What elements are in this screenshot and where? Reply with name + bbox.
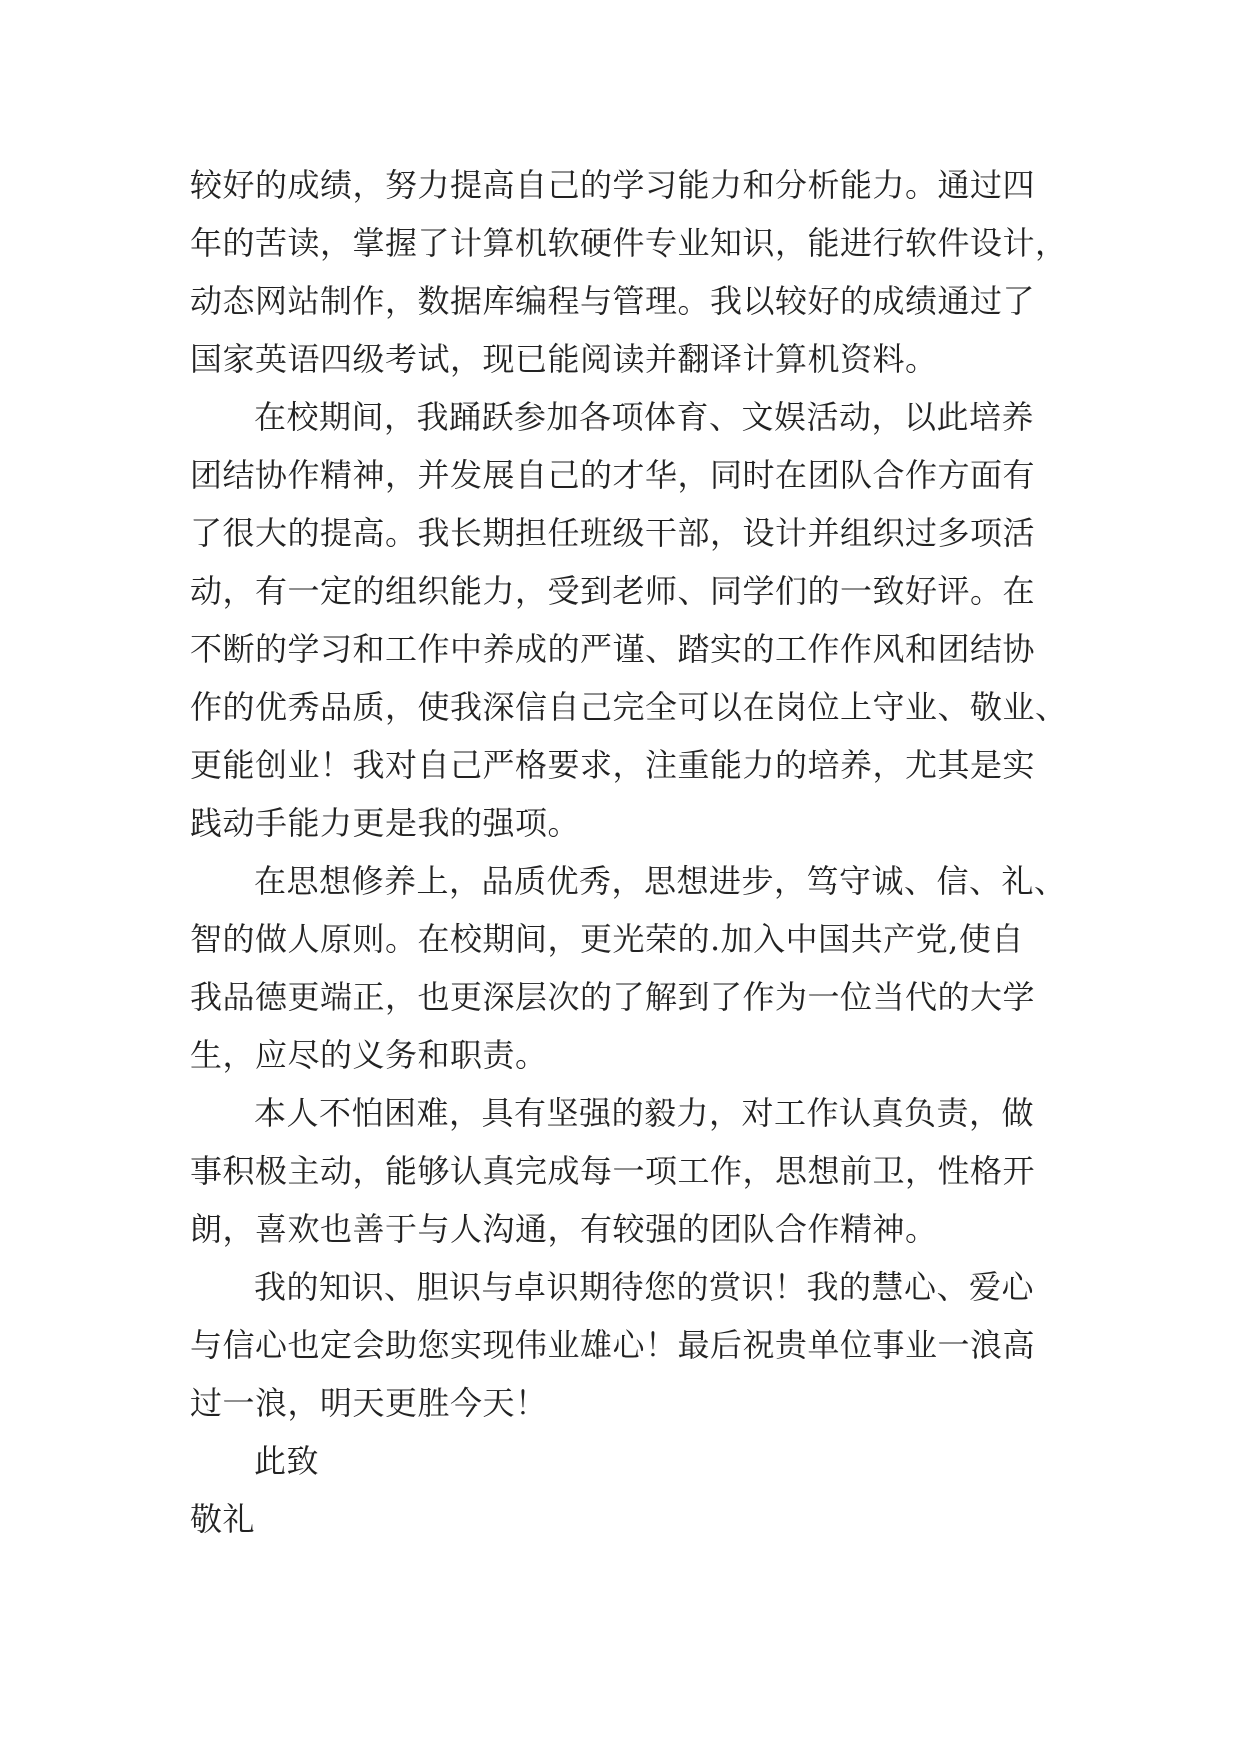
text-line: 了很大的提高。我长期担任班级干部，设计并组织过多项活 [190, 514, 1036, 552]
text-line: 生，应尽的义务和职责。 [190, 1036, 548, 1074]
text-line: 在思想修养上，品质优秀，思想进步，笃守诚、信、礼、 [254, 862, 1067, 900]
text-line: 年的苦读，掌握了计算机软硬件专业知识，能进行软件设计， [190, 224, 1068, 262]
text-line: 本人不怕困难，具有坚强的毅力，对工作认真负责，做 [254, 1094, 1035, 1132]
text-line: 更能创业！我对自己严格要求，注重能力的培养，尤其是实 [190, 746, 1036, 784]
text-line: 过一浪，明天更胜今天！ [190, 1384, 548, 1422]
closing-salutation: 此致 [254, 1442, 320, 1480]
text-line: 动，有一定的组织能力，受到老师、同学们的一致好评。在 [190, 572, 1036, 610]
text-line: 较好的成绩，努力提高自己的学习能力和分析能力。通过四 [190, 166, 1036, 204]
text-line: 我的知识、胆识与卓识期待您的赏识！我的慧心、爱心 [254, 1268, 1035, 1306]
text-line: 与信心也定会助您实现伟业雄心！最后祝贵单位事业一浪高 [190, 1326, 1036, 1364]
letter-body [190, 156, 1068, 1548]
text-line: 国家英语四级考试，现已能阅读并翻译计算机资料。 [190, 340, 938, 378]
text-line: 作的优秀品质，使我深信自己完全可以在岗位上守业、敬业、 [190, 688, 1068, 726]
text-line: 智的做人原则。在校期间，更光荣的.加入中国共产党,使自 [190, 920, 1024, 958]
text-line: 在校期间，我踊跃参加各项体育、文娱活动，以此培养 [254, 398, 1035, 436]
text-line: 动态网站制作，数据库编程与管理。我以较好的成绩通过了 [190, 282, 1036, 320]
text-line: 朗，喜欢也善于与人沟通，有较强的团队合作精神。 [190, 1210, 938, 1248]
text-line: 我品德更端正，也更深层次的了解到了作为一位当代的大学 [190, 978, 1036, 1016]
text-line: 践动手能力更是我的强项。 [190, 804, 581, 842]
text-line: 不断的学习和工作中养成的严谨、踏实的工作作风和团结协 [190, 630, 1036, 668]
text-line: 事积极主动，能够认真完成每一项工作，思想前卫，性格开 [190, 1152, 1036, 1190]
closing-regards: 敬礼 [190, 1500, 256, 1538]
text-line: 团结协作精神，并发展自己的才华，同时在团队合作方面有 [190, 456, 1036, 494]
